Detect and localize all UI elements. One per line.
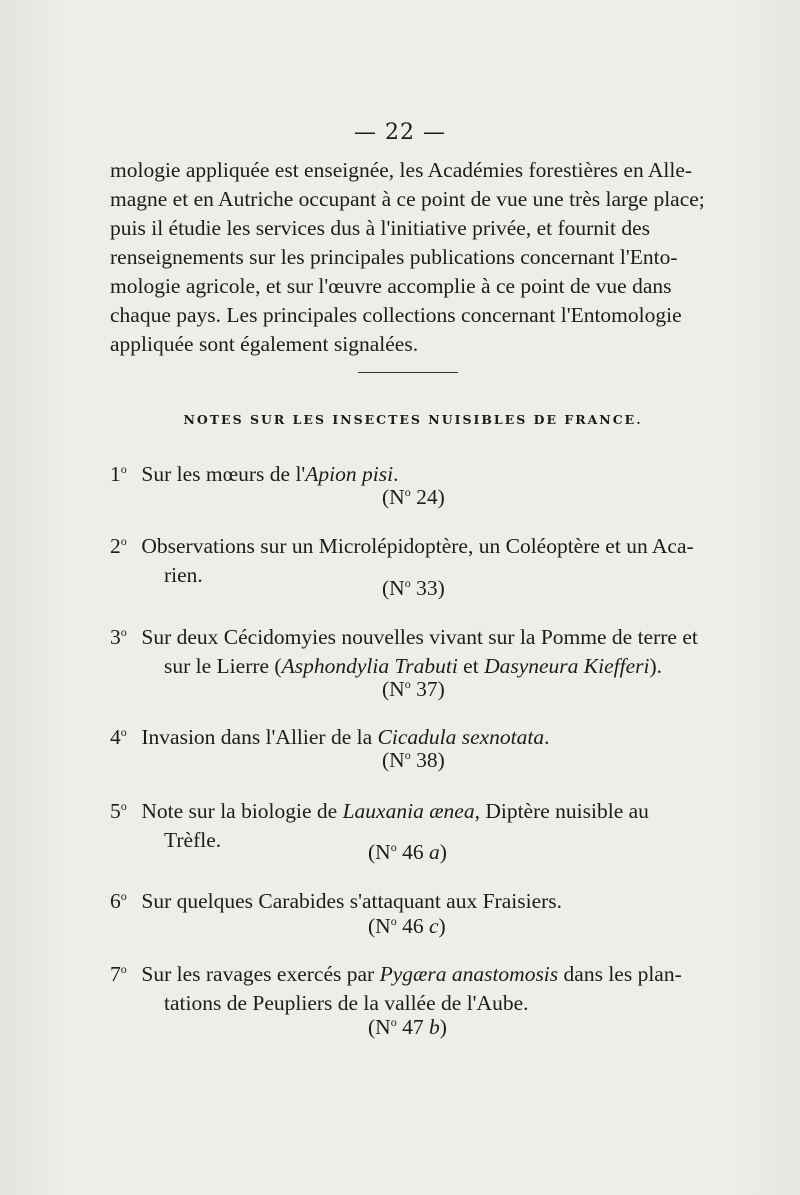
entry-continuation: sur le Lierre (Asphondylia Trabuti et Dasyneura Kiefferi).	[164, 654, 663, 678]
entry-line: 4$^o$ Invasion dans l'Allier de la Cicadula sexnotata.	[110, 718, 716, 752]
entry-line: 7$^o$ Sur les ravages exercés par Pygæra anastomosis dans les plan-	[110, 955, 716, 989]
entry-continuation: tations de Peupliers de la vallée de l'Aube.	[164, 991, 529, 1015]
entry-reference: ($N^o$ 37)	[382, 677, 445, 702]
entry-number: 5$^o$	[110, 799, 127, 823]
entry-line: 5$^o$ Note sur la biologie de Lauxania ænea, Diptère nuisible au	[110, 792, 716, 826]
text-line: magne et en Autriche occupant à ce point de vue une très large place;	[110, 187, 705, 211]
entry-number: 7$^o$	[110, 962, 127, 986]
entry-number: 6$^o$	[110, 889, 127, 913]
entry-line: 3$^o$ Sur deux Cécidomyies nouvelles vivant sur la Pomme de terre et	[110, 618, 716, 652]
entry-continuation: rien.	[164, 563, 203, 587]
entry-reference: ($N^o$ 38)	[382, 748, 445, 773]
entry-1	[110, 455, 716, 489]
entry-line: 1$^o$ Sur les mœurs de l'Apion pisi.	[110, 455, 716, 489]
entry-6	[110, 882, 716, 916]
entry-continuation: Trèfle.	[164, 828, 222, 852]
text-line: appliquée sont également signalées.	[110, 332, 419, 356]
text-line: mologie agricole, et sur l'œuvre accomplie à ce point de vue dans	[110, 274, 672, 298]
entry-number: 3$^o$	[110, 625, 127, 649]
text-line: renseignements sur les principales publications concernant l'Ento-	[110, 245, 678, 269]
entry-line: 2$^o$ Observations sur un Microlépidoptère, un Coléoptère et un Aca-	[110, 527, 716, 561]
page-number: — 22 —	[354, 120, 446, 145]
entry-number: 2$^o$	[110, 534, 127, 558]
entry-reference: ($N^o$ 46 c)	[368, 914, 446, 939]
entry-reference: ($N^o$ 24)	[382, 485, 445, 510]
entry-number: 4$^o$	[110, 725, 127, 749]
text-line: mologie appliquée est enseignée, les Académies forestières en Alle-	[110, 158, 693, 182]
entry-line: 6$^o$ Sur quelques Carabides s'attaquant aux Fraisiers.	[110, 882, 716, 916]
entry-reference: ($N^o$ 46 a)	[368, 840, 447, 865]
entry-7	[110, 955, 716, 1018]
entry-3	[110, 618, 716, 681]
entry-reference: ($N^o$ 33)	[382, 576, 445, 601]
entry-reference: ($N^o$ 47 b)	[368, 1015, 447, 1040]
entry-number: 1$^o$	[110, 462, 127, 486]
section-heading: NOTES SUR LES INSECTES NUISIBLES DE FRANCE.	[183, 412, 643, 427]
section-divider	[358, 372, 458, 373]
text-line: chaque pays. Les principales collections concernant l'Entomologie	[110, 303, 682, 327]
intro-paragraph	[110, 156, 714, 359]
entry-4	[110, 718, 716, 752]
text-line: puis il étudie les services dus à l'initiative privée, et fournit des	[110, 216, 651, 240]
